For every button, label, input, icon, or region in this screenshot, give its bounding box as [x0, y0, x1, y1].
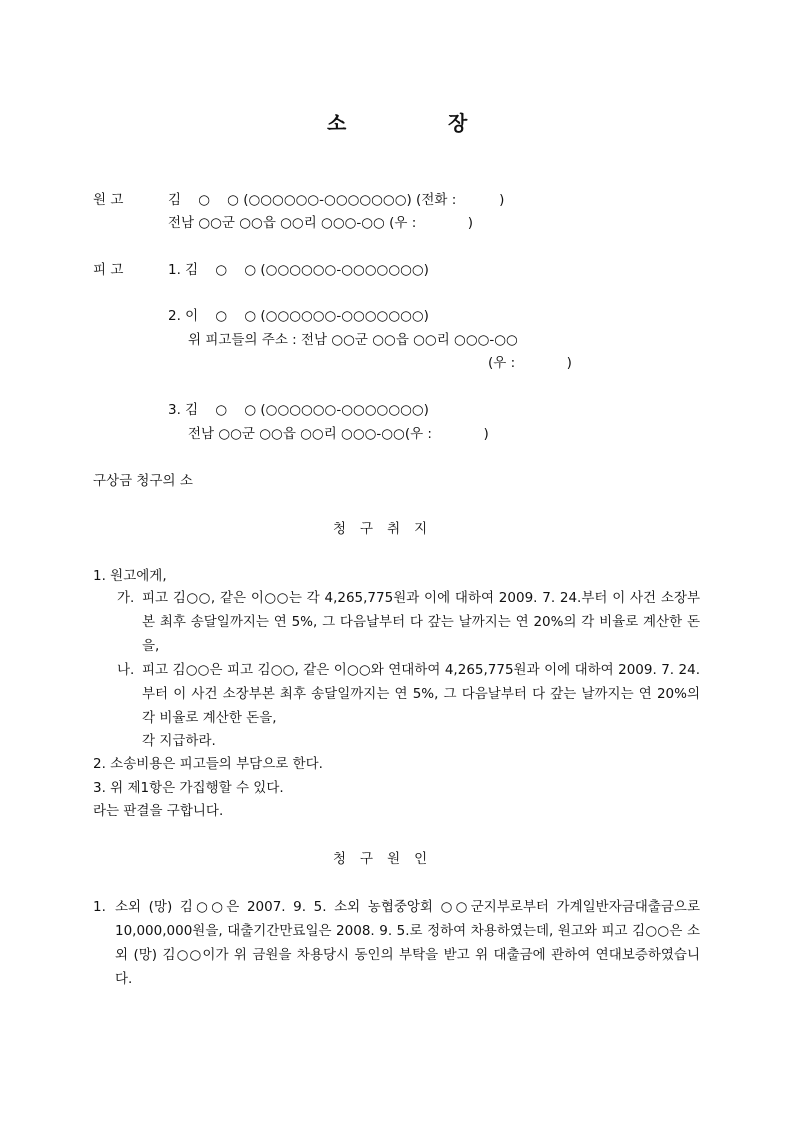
- claim-item-1-end: 각 지급하라.: [142, 733, 216, 749]
- claim-item-1-na-marker: 나.: [117, 662, 135, 678]
- case-name-text: 구상금 청구의 소: [93, 473, 193, 489]
- claim-item-2: 2. 소송비용은 피고들의 부담으로 한다.: [93, 756, 323, 772]
- claim-item-1-ga: 피고 김○○, 같은 이○○는 각 4,265,775원과 이에 대하여 2009. 7. 24.부터 이 사건 소장부본 최후 송달일까지는 연 5%, 그 다음날부터 다 갚는 날까지는 연 20%의 각 비율로 계산한 돈을,: [142, 590, 700, 654]
- defendant-1: 1. 김 ○ ○ (○○○○○○-○○○○○○○): [168, 262, 429, 278]
- claim-cause-heading: 청구원인: [333, 851, 442, 867]
- defendant-3-address: 전남 ○○군 ○○읍 ○○리 ○○○-○○(우 : ): [188, 426, 489, 442]
- claim-item-1-na: 피고 김○○은 피고 김○○, 같은 이○○와 연대하여 4,265,775원과 이에 대하여 2009. 7. 24.부터 이 사건 소장부본 최후 송달일까지는 연 5%, 그 다음날부터 다 갚는 날까지는 연 20%의 각 비율로 계산한 돈을,: [142, 662, 700, 726]
- defendant-role: 피 고: [93, 262, 124, 278]
- plaintiff-name-line: 김 ○ ○ (○○○○○○-○○○○○○○) (전화 : ): [168, 192, 505, 208]
- claim-item-1: 1. 원고에게,: [93, 568, 167, 584]
- claim-cause-1: 소외 (망) 김○○은 2007. 9. 5. 소외 농협중앙회 ○○군지부로부터 가계일반자금대출금으로 10,000,000원을, 대출기간만료일은 2008. 9. 5.로 정하여 차용하였는데, 원고와 피고 김○○은 소외 (망) 김○○이가 위 금원을 차용당시 동인의 부탁을 받고 위 대출금에 관하여 연대보증하였습니다.: [115, 899, 700, 987]
- defendants-shared-postal: (우 : ): [488, 355, 572, 371]
- claim-item-3: 3. 위 제1항은 가집행할 수 있다.: [93, 780, 284, 796]
- title-char-2: 장: [448, 111, 468, 135]
- claim-cause-1-marker: 1.: [93, 899, 106, 915]
- defendant-3: 3. 김 ○ ○ (○○○○○○-○○○○○○○): [168, 402, 429, 418]
- claim-closing: 라는 판결을 구합니다.: [93, 803, 224, 819]
- plaintiff-address: 전남 ○○군 ○○읍 ○○리 ○○○-○○ (우 : ): [168, 215, 474, 231]
- title-char-1: 소: [327, 111, 347, 135]
- claim-purpose-heading: 청구취지: [333, 521, 442, 537]
- defendant-2: 2. 이 ○ ○ (○○○○○○-○○○○○○○): [168, 308, 429, 324]
- plaintiff-role: 원 고: [93, 192, 124, 208]
- claim-item-1-ga-marker: 가.: [117, 590, 135, 606]
- defendants-shared-address: 위 피고들의 주소 : 전남 ○○군 ○○읍 ○○리 ○○○-○○: [188, 332, 518, 348]
